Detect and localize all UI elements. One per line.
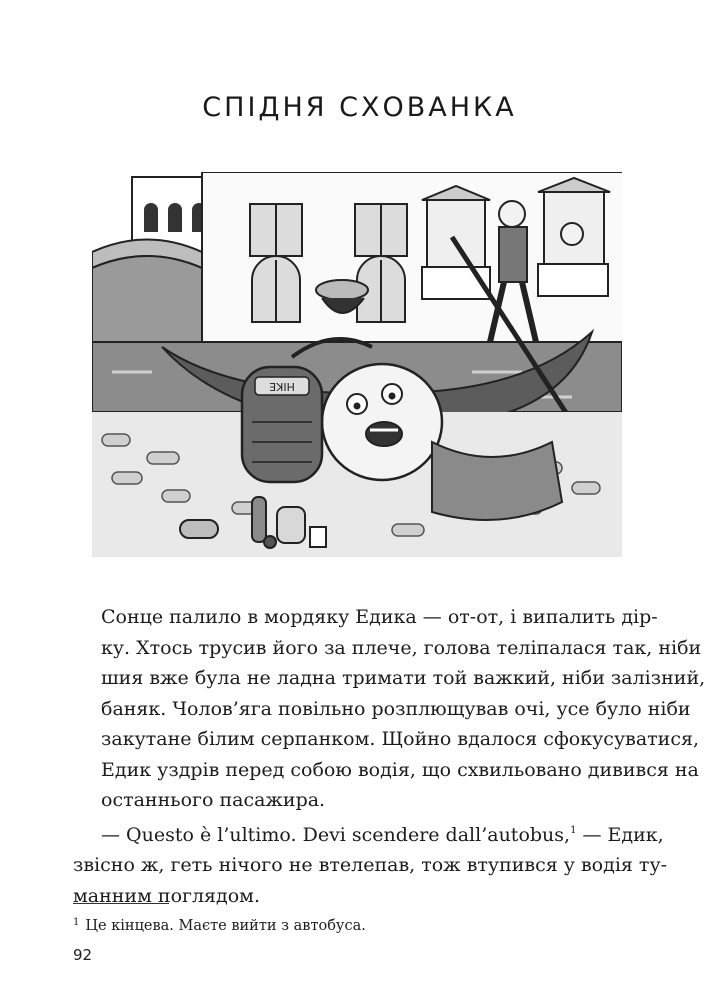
body-text [73,602,706,911]
text-line: останнього пасажира. [101,789,326,811]
dialogue-italian: — Questo è l’ultimo. Devi scendere dall’autobus, [101,823,571,846]
text-line: звісно ж, геть нічого не втелепав, тож втупився у водія ту- [73,854,668,876]
page-number: 92 [73,946,93,964]
illustration [92,172,622,567]
text-line: манним поглядом. [73,884,260,907]
text-line: шия вже була не ладна тримати той важкий, ніби залізний, [101,667,706,689]
footnote-text: Це кінцева. Маєте вийти з автобуса. [85,918,366,934]
chapter-title: СПІДНЯ СХОВАНКА [202,92,517,123]
footnote-ref: 1 [570,824,577,836]
footnote [73,913,366,936]
edik-character [322,364,442,480]
text-line: баняк. Чолов’яга повільно розплющував очі, усе було ніби [101,697,691,720]
text-line: ку. Хтось трусив його за плече, голова теліпалася так, ніби [101,636,702,659]
text-line: закутане білим серпанком. Щойно вдалося сфокусуватися, [101,728,699,750]
paragraph-1 [73,602,706,816]
text-line-dialogue [73,816,664,851]
footnote-mark: 1 [73,917,80,928]
footnote-rule [73,903,169,904]
dialogue-continuation: — Едик, [576,823,664,846]
text-line: Едик уздрів перед собою водія, що схвильовано дивився на [101,758,699,781]
paragraph-2 [73,816,668,912]
text-line: Сонце палило в мордяку Едика — от-от, і випалить дір- [101,606,658,628]
backpack-badge: HIKE [269,380,295,393]
backpack [242,367,322,482]
